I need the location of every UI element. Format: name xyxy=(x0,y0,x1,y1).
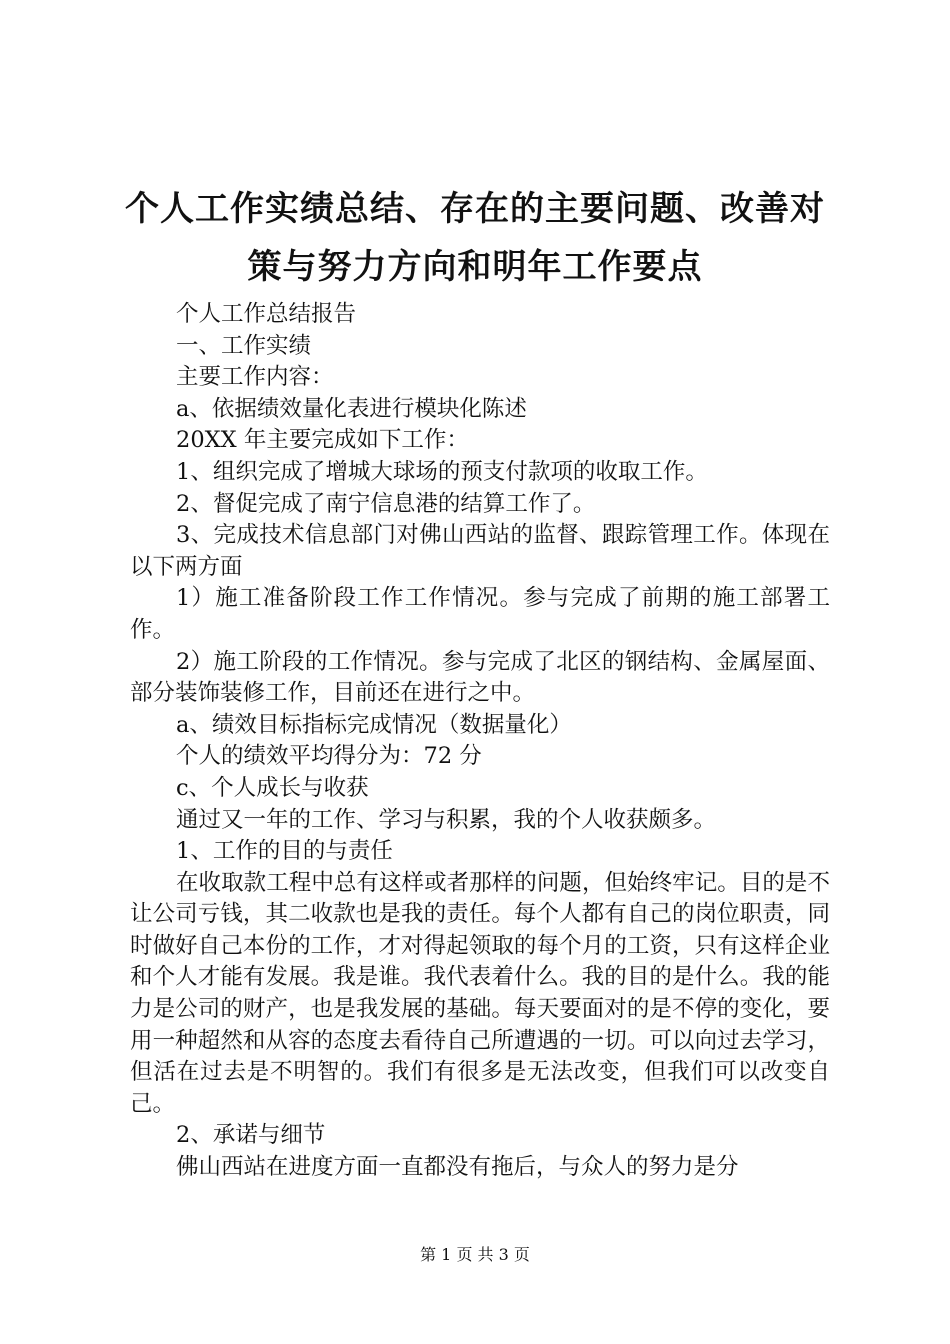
paragraph: c、个人成长与收获 xyxy=(176,774,369,801)
paragraph: 1、工作的目的与责任 xyxy=(176,838,393,865)
paragraph: 2、承诺与细节 xyxy=(176,1122,326,1149)
paragraph: 佛山西站在进度方面一直都没有拖后，与众人的努力是分 xyxy=(176,1154,739,1181)
paragraph: 通过又一年的工作、学习与积累，我的个人收获颇多。 xyxy=(176,806,717,833)
paragraph: 2）施工阶段的工作情况。参与完成了北区的钢结构、金属屋面、部分装饰装修工作，目前还在进行之中。 xyxy=(130,648,830,707)
paragraph: 1）施工准备阶段工作工作情况。参与完成了前期的施工部署工作。 xyxy=(130,585,830,643)
paragraph: a、绩效目标指标完成情况（数据量化） xyxy=(176,711,572,738)
paragraph: 2、督促完成了南宁信息港的结算工作了。 xyxy=(176,490,596,517)
paragraph: 在收取款工程中总有这样或者那样的问题，但始终牢记。目的是不让公司亏钱，其二收款也是我的责任。每个人都有自己的岗位职责，同时做好自己本份的工作，才对得起领取的每个月的工资，只有这样企业和个人才能有发展。我是谁。我代表着什么。我的目的是什么。我的能力是公司的财产，也是我发展的基础。每天要面对的是不停的变化，要用一种超然和从容的态度去看待自己所遭遇的一切。可以向过去学习，但活在过去是不明智的。我们有很多是无法改变，但我们可以改变自己。 xyxy=(130,869,830,1117)
page-footer: 第 1 页 共 3 页 xyxy=(420,1245,530,1264)
document-body xyxy=(130,299,830,1184)
paragraph: 个人工作总结报告 xyxy=(176,301,357,327)
paragraph: 一、工作实绩 xyxy=(176,332,312,359)
paragraph: 1、组织完成了增城大球场的预支付款项的收取工作。 xyxy=(176,458,708,485)
document-title: 个人工作实绩总结、存在的主要问题、改善对策与努力方向和明年工作要点 xyxy=(125,189,825,287)
paragraph: 3、完成技术信息部门对佛山西站的监督、跟踪管理工作。体现在以下两方面 xyxy=(130,522,830,580)
paragraph: a、依据绩效量化表进行模块化陈述 xyxy=(176,395,527,422)
paragraph: 20XX 年主要完成如下工作： xyxy=(176,427,469,454)
paragraph: 主要工作内容： xyxy=(176,364,334,391)
paragraph: 个人的绩效平均得分为：72 分 xyxy=(176,743,482,770)
